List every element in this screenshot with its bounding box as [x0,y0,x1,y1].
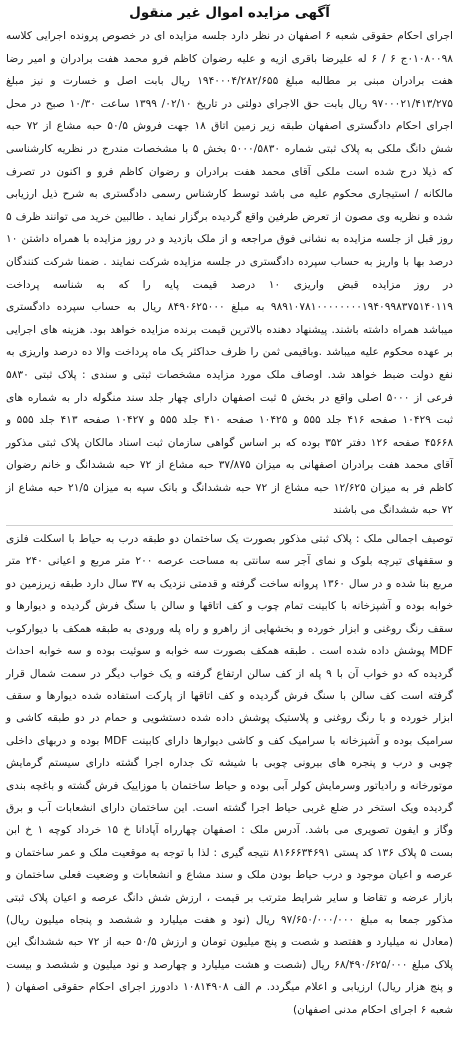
section-divider [6,525,453,526]
notice-title: آگهی مزایده اموال غیر منقول [129,5,330,21]
notice-paragraph-auction-terms: اجرای احکام حقوقی شعبه ۶ اصفهان در نظر دارد جلسه مزایده ای در خصوص پرونده اجرایی کلاسه ۰۱۰۸۰۰۹۸ج ۶ / ۶ له علیرضا باقری ازیه و علیه رضوان کاظم فرو محمد هفت برادران و امیر رضا هفت برادران مبنی بر مطالبه مبلغ ۱۹۴۰۰۰۴/۲۸۲/۶۵۵ ریال بابت اصل و خسارت و نیز مبلغ ۹۷۰۰۰۲۱/۴۱۳/۲۷۵ ریال بابت حق الاجرای دولتی در تاریخ ۰۲/۱۰/ ۱۳۹۹ ساعت ۱۰/۳۰ صبح در محل اجرای احکام دادگستری اصفهان طبقه زیر زمین اتاق ۱۸ جهت فروش ۵۰/۵ حبه مشاع از ۷۲ حبه شش دانگ ملکی به پلاک ثبتی شماره ۵۰۰۰/۵۸۳۰ بخش ۵ با مشخصات مندرج در نظریه کارشناسی که ذیلا درج شده است ملکی آقای محمد هفت برادران و رضوان کاظم فرو و اکنون در تصرف مالکانه / استیجاری محکوم علیه می باشد توسط کارشناس رسمی دادگستری به شرح ذیل ارزیابی شده و نظریه وی مصون از تعرض طرفین واقع گردیده برگزار نماید . طالبین خرید می توانند ظرف ۵ روز قبل از جلسه مزایده به نشانی فوق مراجعه و از ملک بازدید و در روز مزایده با همراه داشتن ۱۰ درصد بها با واریز به حساب سپرده دادگستری در جلسه مزایده شرکت نمایند . ضمنا شرکت کنندگان در روز مزایده قبض واریزی ۱۰ درصد قیمت پایه را که به شناسه پرداخت ۹۸۹۱۰۷۸۱۰۰۰۰۰۰۰۰۱۹۴۰۹۹۸۳۷۵۱۴۰۱۱۹ به مبلغ ۸۴۹۰۶۲۵۰۰۰ ریال به حساب سپرده دادگستری میباشد همراه داشته باشند. پیشنهاد دهنده بالاترین قیمت برنده مزایده خواهد بود. هزینه های اجرایی بر عهده محکوم علیه میباشد .وباقیمی ثمن را ظرف حداکثر یک ماه پرداخت والا ده درصد واریزی به نفع دولت ضبط خواهد شد. اوصاف ملک مورد مزایده مشخصات ثبتی و سندی : پلاک ثبتی ۵۸۳۰ فرعی از ۵۰۰۰ اصلی واقع در بخش ۵ ثبت اصفهان دارای چهار جلد سند منگوله دار به شماره های ثبت ۱۰۴۲۹ صفحه ۴۱۶ جلد ۵۵۵ و ۱۰۴۲۵ صفحه ۴۱۰ جلد ۵۵۵ و ۱۰۴۲۷ صفحه ۴۱۳ جلد ۵۵۵ و ۴۵۶۶۸ صفحه ۱۲۶ دفتر ۳۵۲ بوده که بر اساس گواهی سازمان ثبت اسناد مالکان پلاک ثبتی مذکور آقای محمد هفت برادران اصفهانی به میزان ۳۷/۸۷۵ حبه مشاع از ۷۲ حبه ششدانگ و خانم رضوان کاظم فر به میزان ۱۲/۶۲۵ حبه مشاع از ۷۲ حبه ششدانگ و بانک سپه به میزان ۲۱/۵ حبه مشاع از ۷۲ حبه ششدانگ می باشند [6,30,454,517]
notice-paragraph-property-description: توصیف اجمالی ملک : پلاک ثبتی مذکور بصورت یک ساختمان دو طبقه درب به حیاط با اسکلت فلزی و سقفهای تیرچه بلوک و نمای آجر سه سانتی به مساحت عرصه ۲۰۰ متر مربع و اعیانی ۲۴۰ متر مربع بنا شده و در سال ۱۳۶۰ پروانه ساخت گرفته و قدمتی نزدیک به ۳۷ سال دارد طبقه زیرزمین دو خوابه بوده و آشپزخانه با کابینت تمام چوب و کف اتاقها و سالن با سنگ فرش گردیده و دیوارها و سقف رنگ روغنی و ابزار خورده و بخشهایی از راهرو و راه پله ورودی به طبقه همکف با دیوارکوب MDF پوشش داده شده است . طبقه همکف بصورت سه خوابه و سوئیت بوده و سه خوابه احداث گردیده که دو خواب آن با ۹ پله از کف سالن ارتفاع گرفته و یک خواب دیگر در سمت شمال قرار گرفته است کف سالن با سنگ فرش گردیده و کف اتاقها از پارکت استفاده شده دیوارها و سقف ابزار خورده و با رنگ روغنی و پلاستیک پوشش داده شده دستشویی و حمام در دو طبقه کاشی و سرامیک بوده و آشپزخانه با سرامیک کف و کاشی دیوارها دارای کابینت MDF بوده و دربهای داخلی چوبی و درب و پنجره های بیرونی چوبی با شیشه تک جداره اجرا گشته دارای سیستم گرمایش موتورخانه و رادیاتور وسرمایش کولر آبی بوده و حیاط ساختمان با موزاییک فرش گشته و باغچه بندی گردیده ویک استخر در ضلع غربی حیاط اجرا گشته است. این ساختمان دارای انشعابات آب و برق وگاز و ایفون تصویری می باشد. آدرس ملک : اصفهان چهارراه آپادانا خ ۱۵ خرداد کوچه ۱ خ ابن بست ۵ پلاک ۱۳۶ کد پستی ۸۱۶۶۶۳۴۶۹۱ نتیجه گیری : لذا با توجه به موقعیت ملک و عمر ساختمان و عرصه و اعیان موجود و درب حیاط بودن ملک و سند مشاع و انشعابات و وضعیت فعلی ساختمان و بازار عرضه و تقاضا و سایر شرایط مترتب بر قیمت ، ارزش شش دانگ عرصه و اعیان پلاک ثبتی مذکور جمعا به مبلغ ۹۷/۶۵۰/۰۰۰/۰۰۰ ریال (نود و هفت میلیارد و ششصد و پنجاه میلیون ریال) (معادل نه میلیارد و هفتصد و شصت و پنج میلیون تومان و ارزش ۵۰/۵ حبه از ۷۲ حبه ششدانگ این پلاک مبلغ ۶۸/۴۹۰/۶۲۵/۰۰۰ ریال (شصت و هشت میلیارد و چهارصد و نود میلیون و ششصد و بیست و پنج هزار ریال) ارزیابی و اعلام میگردد. م الف ۱۰۸۱۴۹۰۸ دادورز اجرای احکام حقوقی اصفهان ( شعبه ۶ اجرای احکام مدنی اصفهان) [6,533,454,1016]
